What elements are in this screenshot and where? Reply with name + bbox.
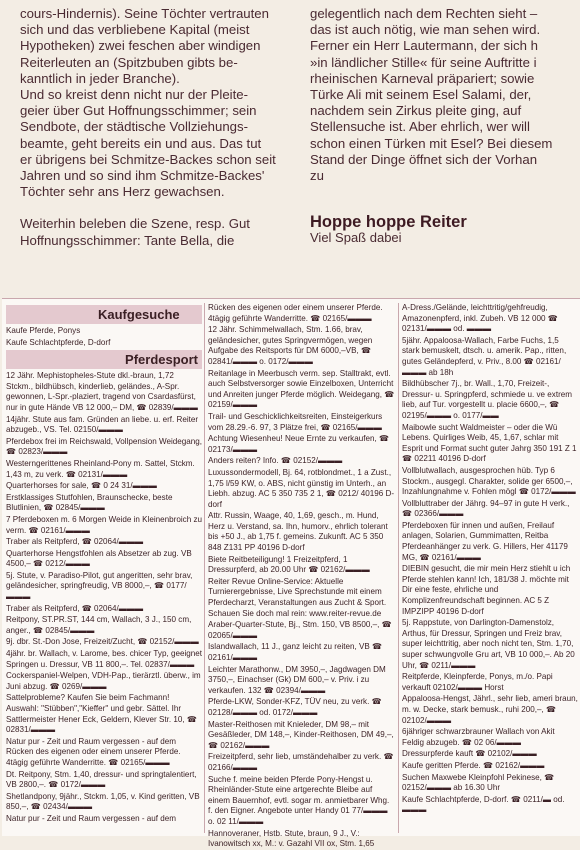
classified-ad: Shetlandpony, 9jähr., Stckm. 1,05, v. Kind geritten, VB 850,–, ☎ 02434/▬▬▬ (6, 791, 200, 812)
classified-ad: 7 Pferdeboxen m. 6 Morgen Weide in Kleinenbroich zu verm. ☎ 02161/▬▬▬ (6, 514, 203, 535)
classified-ad: Araber-Quarter-Stute, Bj., Stm. 150, VB 8500,–, ☎ 02065/▬▬▬ (208, 620, 392, 640)
article-line: beamte, geht bereits ein und aus. Das tut (20, 135, 262, 151)
classified-ad: 9j. dbr. St.-Don Jose, Freizeit/Zucht, ☎ 02152/▬▬▬ (6, 637, 199, 647)
article-line: sich und das verbliebene Kapital (meist (20, 22, 250, 38)
classified-ad: Reitanlage in Meerbusch verm. sep. Stalltrakt, evtl. auch Selbstversorger sowie Einzelboxen, Unterricht und Anreiten junger Pferde möglich. Weidegang, ☎ 02159/▬▬▬ (208, 368, 395, 410)
classified-ad: Leichter Marathonw., DM 3950,–, Jagdwagen DM 3750,–, Einachser (Gk) DM 600,– v. Priv. i zu verkaufen. 132 ☎ 02394/▬▬▬ (208, 664, 386, 695)
article-line: geier über Gut Hoffnungsschimmer; sein (20, 103, 257, 119)
classified-ad: Pferdeboxen für innen und außen, Freilauf anlagen, Solarien, Gummimatten, Reitba Pferdeanhänger zu verk. G. Hillers, Her 41179 MG, ☎ 02161/▬▬▬ (402, 520, 568, 562)
article-column-right (310, 6, 580, 247)
classified-ad: Reiter Revue Online-Service: Aktuelle Turnierergebnisse, Live Sprechstunde mit einem Pferdecharzt, Veranstaltungen aus Zucht & Sport. Schauen Sie doch mal rein: www.reiter-revue.de (208, 576, 387, 618)
classified-ad: Achtung Wiesenheu! Neue Ernte zu verkaufen, ☎ 02173/▬▬▬ (208, 434, 390, 454)
classified-ad: Suche f. meine beiden Pferde Pony-Hengst u. Rheinländer-Stute eine artgerechte Bleibe auf einem Bauernhof, evtl. sogar m. anmietbarer Whg. f. den Eigner. Angebote unter Handy 01 77/▬▬▬ o. 02 11/▬▬▬ (208, 774, 390, 826)
classified-ad: Dressurpferde kauft ☎ 02102/▬▬▬ (402, 749, 537, 759)
classified-ad: Reitpferde, Kleinpferde, Ponys, m./o. Papi verkauft 02102/▬▬▬ Horst (402, 672, 553, 692)
article-line: gelegentlich nach dem Rechten sieht – (310, 6, 538, 21)
classified-ad: Attr. Russin, Waage, 40, 1,69, gesch., m. Hund, Herz u. Verstand, sa. Ihn, humorv., ehrlich tolerant bis +50 J., ab 1,75 f. gemeins. Zukunft. AC 5 350 848 Z131 PP 40196 D-dorf (208, 511, 388, 553)
article-line: Hoffnungsschimmer: Tante Bella, die (20, 232, 235, 248)
classified-ad: Rücken des eigenen oder einem unserer Pferde. 4tägig geführte Wanderritte. ☎ 02165/▬▬▬ (208, 303, 383, 323)
article-line: schon einen Türken mit Esel? Bei diesem (310, 135, 553, 151)
classified-ad: Freizeitpferd, sehr lieb, umständehalber zu verk. ☎ 02166/▬▬▬ (208, 752, 394, 772)
classified-ad: Kaufe Pferde, Ponys (6, 326, 81, 335)
classified-ad: Pferde-LKW, Sonder-KFZ, TÜV neu, zu verk. ☎ 02128/▬▬▬ od. 0172/▬▬▬ (208, 697, 382, 717)
classified-ad: Vollblutwallach, ausgesprochen hüb. Typ 6 Stockm., ausgegl. Charakter, solide ger 6500,–, Inzahlungnahme v. Fohlen mögl ☎ 0172/▬▬▬ (402, 465, 576, 497)
classified-ad: Traber als Reitpferd, ☎ 02064/▬▬▬ (6, 537, 144, 547)
classified-ad: 4jähr. br. Wallach, v. Larome, bes. chicer Typ, geeignet Springen u. Dressur, VB 11 800,–. Tel. 02837/▬▬▬ (6, 649, 202, 669)
classified-ad: 5j. Stute, v. Paradiso-Pilot, gut angeritten, sehr brav, geländesicher, springfreudig, VB 8000,–, ☎ 0177/▬▬▬ (6, 570, 193, 602)
article-line: das ist auch nötig, wie man sehen wird. (310, 22, 541, 38)
article-line: Töchter sehr ans Herz gewachsen. (20, 184, 225, 200)
article-column-left (20, 6, 296, 249)
article-line: Weiterhin beleben die Szene, resp. Gut (20, 216, 250, 232)
article-line: kanntlich in jeder Branche). (20, 70, 180, 86)
section-subheading: Viel Spaß dabei (310, 230, 402, 246)
article-line: Stand der Dinge öffnet sich der Vorhan (310, 151, 538, 167)
category-header: Pferdesport (6, 350, 202, 369)
classified-ad: Anders reiten? Info. ☎ 02152/▬▬▬ (208, 456, 343, 466)
classified-ad: Natur pur - Zeit und Raum vergessen - auf dem (6, 813, 177, 823)
classified-ad: Reitpony, ST.PR.ST, 144 cm, Wallach, 3 J., 150 cm, anger., ☎ 02845/▬▬▬ (6, 615, 192, 635)
classified-ad: 6jähriger schwarzbrauner Wallach von Akit Feldig abzugeb. ☎ 02 06/▬▬▬ (402, 727, 555, 747)
ads-column-1 (6, 303, 202, 833)
article-line: Ferner ein Herr Lautermann, der sich h (310, 38, 538, 54)
article-line: »in ländlicher Stille« für seine Auftritte i (310, 54, 537, 70)
column-divider (398, 303, 399, 833)
classified-ad: Bildhübscher 7j., br. Wall., 1,70, Freizeit-, Dressur- u. Springpferd, schmiede u. ve extrem lieb, auf Tur. vorgestellt u. placie 6600,–, ☎ 02195/▬▬▬ o. 0177/▬▬ (402, 379, 573, 420)
classified-ad: 14jähr. Stute aus fam. Gründen an liebe. u. erf. Reiter abzugeb., VS. Tel. 02150/▬▬▬ (6, 414, 199, 435)
classified-ad: DIEBIN gesucht, die mir mein Herz stiehlt u ich Pferde stehlen kann! Ich, 181/38 J. möchte mit Dir eine feste, ehrliche und Komplizenfreundschaft beginnen. AC 5 Z IMPZIPP 40196 D-dorf (402, 564, 571, 616)
category-header: Kaufgesuche (6, 305, 202, 324)
article-line: Und so kreist denn nicht nur der Pleite- (20, 87, 248, 103)
classified-ad: Trail- und Geschicklichkeitsreiten, Einsteigerkurs vom 28.29.-6. 97, 3 Plätze frei, ☎ 02165/▬▬▬ (208, 411, 383, 432)
classified-ad: Islandwallach, 11 J., ganz leicht zu reiten, VB ☎ 02161/▬▬▬ (208, 642, 383, 662)
article-section (0, 0, 580, 290)
classified-ad: Quarterhorse Hengstfohlen als Absetzer ab zug. VB 4500,– ☎ 0212/▬▬▬ (6, 548, 192, 569)
section-heading: Hoppe hoppe Reiter (310, 213, 467, 232)
classified-ad: Erstklassiges Stutfohlen, Braunschecke, beste Blutlinien, ☎ 02845/▬▬▬ (6, 492, 173, 513)
classified-ad: Biete Reitbeteiligung! 1 Freizeitpferd, 1 Dressurpferd, ab 20.00 Uhr ☎ 02162/▬▬▬ (208, 554, 370, 575)
article-line: Stellensuche ist. Aber ehrlich, wer will (310, 119, 530, 135)
article-line: nachdem sein Zirkus pleite ging, auf (310, 103, 522, 119)
classified-ad: Luxussondermodell, Bj. 64, rotblondmet., 1 a Zust., 1,75 l/59 KW, o. ABS, nicht günstig im Unterh., an Liebh. abzug. AC 5 350 735 2 1, ☎ 0212/ 40196 D-dorf (208, 467, 395, 509)
article-line (20, 200, 296, 216)
classified-ad: Dt. Reitpony, Stm. 1,40, dressur- und springtalentiert, VB 2800,–. ☎ 0172/▬▬▬ (6, 769, 197, 790)
classified-ad: Kaufe Schlachtpferde, D-dorf. ☎ 0211/▬ od. ▬▬▬ (402, 794, 565, 815)
article-line: Sendbote, der städtische Vollziehungs- (20, 119, 248, 135)
ads-column-2 (208, 303, 396, 849)
column-divider (204, 303, 205, 833)
article-line: zu (310, 168, 324, 184)
article-line: Hypotheken) zwei feschen aber windigen (20, 38, 261, 54)
classified-ad: A-Dress./Gelände, leichttritig/gehfreudig, Amazonenpferd, inkl. Zubeh. VB 12 000 ☎ 02131/▬▬▬ od. ▬▬▬ (402, 303, 558, 334)
article-line: Jahren und so sind ihm Schmitze-Backes' (20, 168, 265, 184)
classified-ad: Kaufe geritten Pferde. ☎ 02162/▬▬▬ (402, 760, 545, 770)
article-line: rheinischen Karneval präpariert; sowie (310, 70, 535, 86)
classified-ad: Westerngerittenes Rheinland-Pony m. Sattel, Stckm. 1,43 m, zu verk. ☎ 02131/▬▬▬ (6, 458, 195, 479)
article-line: cours-Hindernis). Seine Töchter vertrauten (20, 6, 269, 21)
classified-ad: Hannoveraner, Hstb. Stute, braun, 9 J., V.: Ivanowitsch xx, M.: v. Gazahl VII ox, Stm. 1,65 (208, 828, 375, 849)
article-line: Türke Ali mit seinem Esel Salami, der, (310, 87, 532, 103)
classified-ad: Vollbluttraber der Jährg. 94–97 in gute H verk., ☎ 02366/▬▬▬ (402, 498, 570, 519)
classified-ad: 5jähr. Appaloosa-Wallach, Farbe Fuchs, 1,5 stark bemuskelt, dtsch. u. amerik. Pap., ritten, gutes Geländepferd, v. Priv., 8.00 ☎ 02161/▬▬▬ ab 18h (402, 335, 567, 377)
classified-ad: Traber als Reitpferd, ☎ 02064/▬▬▬ (6, 603, 144, 613)
classified-ad: Quarterhorses for sale, ☎ 0 24 31/▬▬▬ (6, 481, 157, 491)
classified-ad: Suchen Maxwebe Kleinpfohl Pekinese, ☎ 02152/▬▬▬ ab 16.30 Uhr (402, 772, 555, 793)
classified-ad: Sattelprobleme? Kaufen Sie beim Fachmann! Auswahl: "Stübben","Kieffer" und gebr. Sättel. Ihr Sattlermeister Hener Eck, Geldern, Klever Str. 10, ☎ 02831/▬▬▬ (6, 693, 197, 735)
classified-ad: Natur pur - Zeit und Raum vergessen - auf dem Rücken des eigenen oder einem unserer Pferde. 4tägig geführte Wanderritte. ☎ 02165/▬▬▬ (6, 736, 181, 767)
article-line: Reiterleuten an (Spitzbuben gibts be- (20, 54, 238, 70)
classified-ad: Appaloosa-Hengst, Jährl., sehr lieb, ameri braun, m. w. Decke, stark bemusk., ruhi 200,–, ☎ 02102/▬▬▬ (402, 694, 578, 725)
classified-ads (2, 298, 580, 849)
classified-ad: Pferdebox frei im Reichswald, Vollpension Weidegang, ☎ 02823/▬▬▬ (6, 436, 203, 457)
classified-ad: Kaufe Schlachtpferde, D-dorf (6, 337, 111, 347)
article-line: er übrigens bei Schmitze-Backes schon seit (20, 151, 276, 167)
classified-ad: Master-Reithosen mit Knieleder, DM 98,– mit Gesäßleder, DM 148,–, Kinder-Reithosen, DM 49,–, ☎ 02162/▬▬▬ (208, 719, 394, 750)
classified-ad: 12 Jähr. Mephistopheles-Stute dkl.-braun, 1,72 Stckm., bildhübsch, kinderlieb, geländes., A-Spr. gewonnen, L-Spr.-plaziert, tragend von Csardasfürst, nur in gute Hände VB 12 000,– DM, ☎ 02839/▬▬▬ (6, 371, 198, 412)
classified-ad: 12 Jähr. Schimmelwallach, Stm. 1.66, brav, geländesicher, gutes Springvermögen, wegen Aufgabe des Reitsports für DM 6000,–VB, ☎ 02841/▬▬▬ o. 0172/▬▬▬ (208, 325, 373, 366)
classified-ad: Cockerspaniel-Welpen, VDH-Pap., tierärztl. überw., im Juni abzug. ☎ 0269/▬▬▬ (6, 671, 201, 691)
classified-ad: 5j. Rappstute, von Darlington-Damenstolz, Arthus, für Dressur, Springen und Freiz brav, super leichttritig, aber noch nicht ten, Stm. 1,70, super schwungvolle Gru art, VB 10 000,–. Ab 20 Uhr, ☎ 0211/▬▬▬ (402, 618, 575, 670)
classified-ad: Maibowle sucht Waldmeister – oder die Wü Lebens. Quirliges Weib, 45, 1,67, schlar mit Esprit und Format sucht guter Jahrg 350 191 Z 1 ☎ 02211 40196 D-dorf (402, 422, 577, 464)
ads-column-3 (402, 303, 578, 833)
